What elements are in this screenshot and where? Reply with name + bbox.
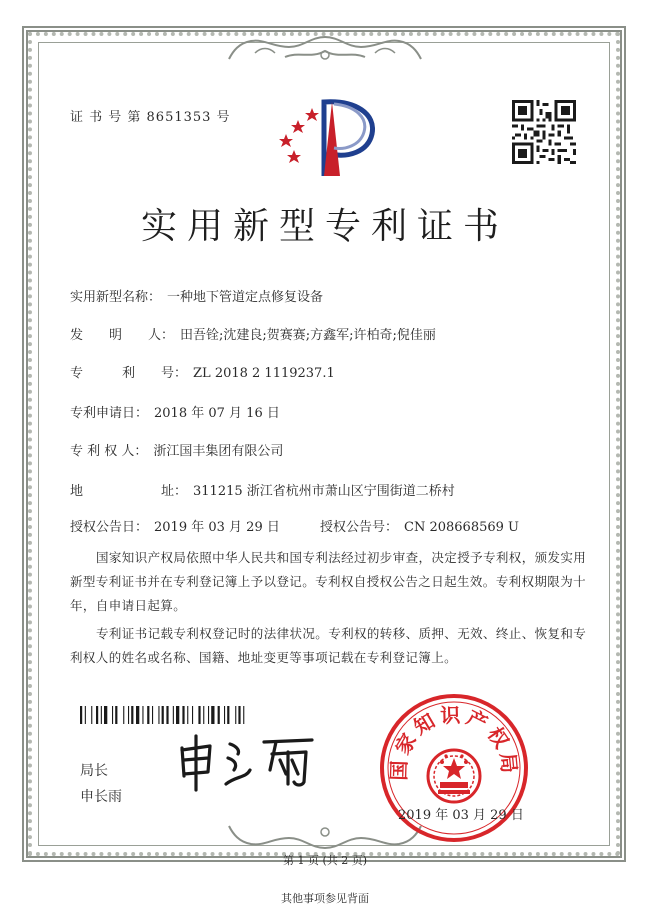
filing-date-label: 专利申请日： (70, 406, 149, 421)
seal-text: 国家知识产权局 (386, 702, 522, 781)
patent-holder-row (70, 440, 283, 459)
director-name: 申长雨 (80, 789, 122, 805)
grant-date-value: 2019 年 03 月 29 日 (154, 520, 280, 535)
inventor-row (70, 324, 436, 343)
utility-model-name-label: 实用新型名称： (70, 290, 162, 305)
qr-code-icon (512, 100, 576, 164)
filing-date-row (70, 402, 280, 421)
inventor-label: 发 明 人： (70, 328, 175, 343)
patent-holder-label: 专 利 权 人： (70, 444, 148, 459)
address-label: 地 址： (70, 484, 188, 499)
patent-holder-value: 浙江国丰集团有限公司 (153, 444, 284, 459)
certificate-title: 实用新型专利证书 (140, 206, 509, 247)
grant-number-value: CN 208668569 U (404, 520, 519, 535)
address-value: 311215 浙江省杭州市萧山区宁围街道二桥村 (193, 484, 455, 499)
footer-note: 其他事项参见背面 (281, 892, 369, 905)
utility-model-name-value: 一种地下管道定点修复设备 (167, 290, 324, 305)
director-signature-icon (172, 730, 322, 794)
director-title: 局长 (80, 763, 108, 779)
cnipa-logo-icon (272, 92, 382, 178)
barcode-icon (80, 706, 294, 724)
patent-number-value: ZL 2018 2 1119237.1 (193, 366, 335, 381)
grant-date-label: 授权公告日： (70, 520, 149, 535)
grant-date-row (70, 516, 280, 535)
grant-number-label: 授权公告号： (320, 520, 399, 535)
patent-number-row (70, 362, 335, 381)
utility-model-name-row (70, 286, 323, 305)
page-number: 第 1 页 (共 2 页) (282, 854, 368, 867)
certificate-paragraph-1: 国家知识产权局依照中华人民共和国专利法经过初步审查，决定授予专利权，颁发实用新型专利证书并在专利登记簿上予以登记。专利权自授权公告之日起生效。专利权期限为十年，自申请日起算。 (70, 550, 587, 613)
top-ornament-icon (225, 33, 425, 69)
filing-date-value: 2018 年 07 月 16 日 (154, 406, 280, 421)
seal-date: 2019 年 03 月 29 日 (398, 808, 524, 823)
inventor-value: 田吾铨;沈建良;贺赛赛;方鑫军;许柏奇;倪佳丽 (180, 328, 436, 343)
address-row (70, 480, 455, 499)
certificate-number: 证 书 号 第 8651353 号 (70, 110, 231, 125)
certificate-paragraph-2: 专利证书记载专利权登记时的法律状况。专利权的转移、质押、无效、终止、恢复和专利权人的姓名或名称、国籍、地址变更等事项记载在专利登记簿上。 (70, 626, 587, 665)
grant-number-row (320, 516, 519, 535)
patent-number-label: 专 利 号： (70, 366, 188, 381)
